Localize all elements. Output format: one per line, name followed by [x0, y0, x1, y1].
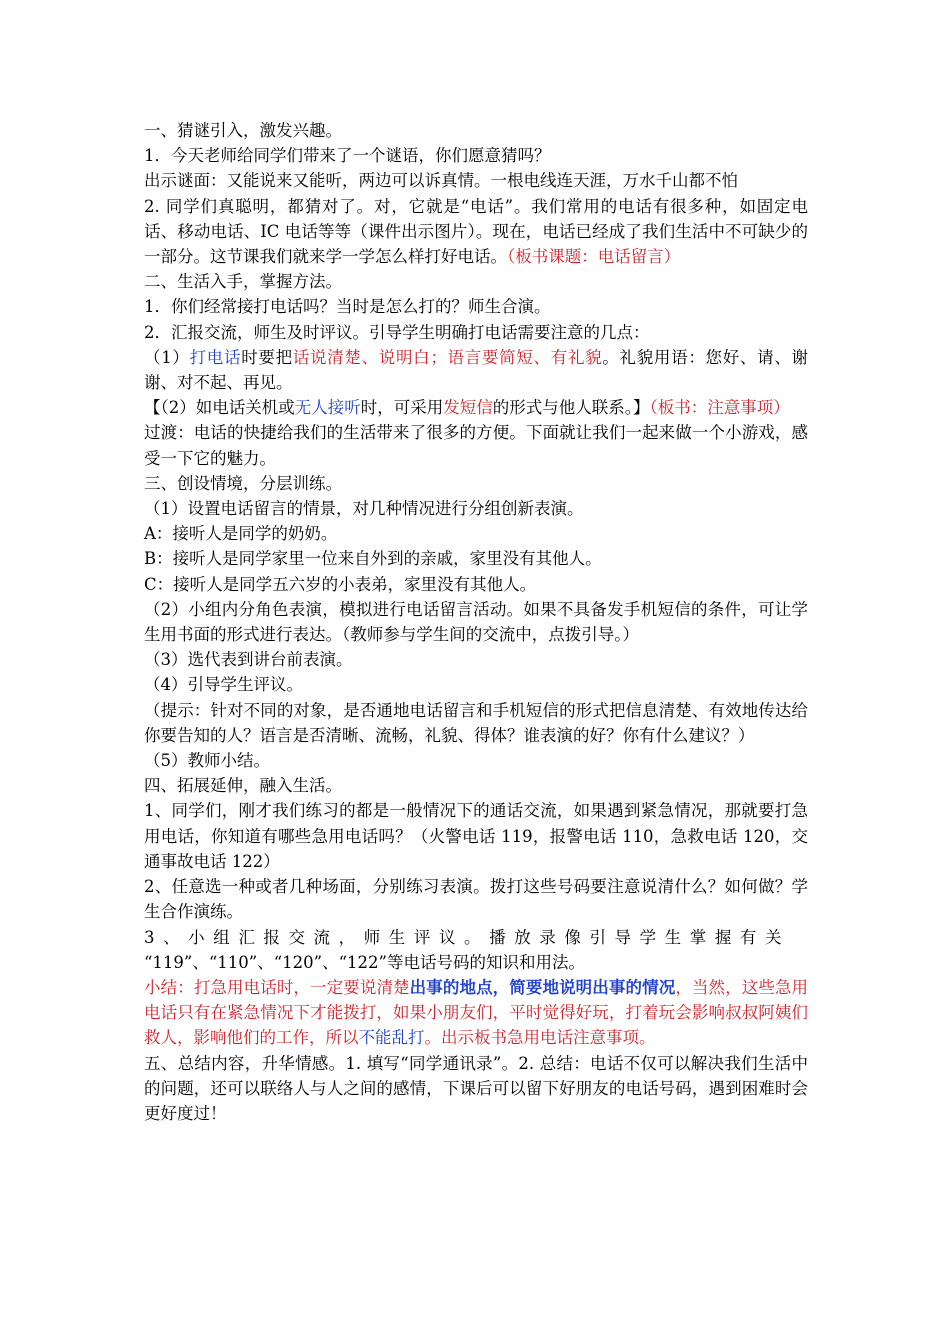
paragraph: C：接听人是同学五六岁的小表弟，家里没有其他人。: [144, 574, 537, 594]
section-4-heading: 四、拓展延伸，融入生活。: [144, 776, 342, 796]
highlight-red: 。出示板书急用电话注意事项。: [424, 1028, 656, 1048]
highlight-red: 发短信: [443, 398, 493, 418]
text-run: 。礼貌用语：您好、请、谢谢、对不起、再见。: [144, 347, 809, 393]
text-run: 时要把: [241, 347, 293, 367]
text-run: 时，可采用: [360, 398, 444, 418]
paragraph: [144, 925, 808, 975]
paragraph: 2、任意选一种或者几种场面，分别练习表演。拨打这些号码要注意说清什么？如何做？学生合作演练。: [144, 877, 808, 922]
paragraph: 1、同学们，刚才我们练习的都是一般情况下的通话交流，如果遇到紧急情况，那就要打急用电话，你知道有哪些急用电话吗？（火警电话 119，报警电话 110，急救电话 120，交通事故电话 122）: [144, 801, 808, 871]
paragraph: [144, 345, 808, 395]
section-2-heading: 二、生活入手，掌握方法。: [144, 272, 342, 292]
highlight-blue: 打电话: [189, 347, 242, 367]
text-run: 小结：: [144, 977, 194, 997]
highlight-blue: 无人接听: [294, 398, 361, 418]
paragraph: （1）设置电话留言的情景，对几种情况进行分组创新表演。: [144, 499, 584, 519]
paragraph: （5）教师小结。: [144, 751, 270, 771]
paragraph: [144, 395, 808, 420]
paragraph: A：接听人是同学的奶奶。: [144, 524, 338, 544]
highlight-blue: 不能乱打: [358, 1028, 425, 1048]
paragraph: 过渡：电话的快捷给我们的生活带来了很多的方便。下面就让我们一起来做一个小游戏，感受一下它的魅力。: [144, 423, 808, 468]
highlight-red: ，当然，这些急用电话只有在紧急情况下才能拨打，如果小朋友们，平时觉得好玩，打着玩会影响叔叔阿姨们救人，影响他们的工作，所以: [144, 977, 809, 1048]
paragraph: （3）选代表到讲台前表演。: [144, 650, 353, 670]
text-run: （1）: [144, 347, 190, 367]
paragraph: （提示：针对不同的对象，是否通地电话留言和手机短信的形式把信息清楚、有效地传达给你要告知的人？语言是否清晰、流畅，礼貌、得体？谁表演的好？你有什么建议？）: [144, 700, 808, 745]
paragraph: 1．今天老师给同学们带来了一个谜语，你们愿意猜吗？: [144, 146, 551, 166]
text-run: “119”、“110”、“120”、“122”等电话号码的知识和用法。: [144, 952, 585, 972]
paragraph: 1．你们经常接打电话吗？当时是怎么打的？师生合演。: [144, 297, 551, 317]
section-5-paragraph: 五、总结内容，升华情感。1. 填写“同学通讯录”。2. 总结：电话不仅可以解决我们生活中的问题，还可以联络人与人之间的感情，下课后可以留下好朋友的电话号码，遇到困难时会更好度过！: [144, 1053, 808, 1123]
text-run: 的形式与他人联系。】: [492, 398, 650, 418]
paragraph: （2）小组内分角色表演，模拟进行电话留言活动。如果不具备发手机短信的条件，可让学生用书面的形式进行表达。（教师参与学生间的交流中，点拨引导。）: [144, 599, 808, 645]
highlight-blue-bold: 出事的地点，简要地说明出事的情况: [409, 977, 676, 997]
paragraph: 2．汇报交流，师生及时评议。引导学生明确打电话需要注意的几点：: [144, 322, 650, 342]
paragraph: [144, 194, 808, 270]
section-1-heading: 一、猜谜引入，激发兴趣。: [144, 121, 342, 140]
paragraph: [144, 975, 808, 1051]
paragraph: B：接听人是同学家里一位来自外到的亲戚，家里没有其他人。: [144, 549, 602, 569]
board-note: （板书：注意事项）: [649, 398, 790, 418]
highlight-red: 打急用电话时，一定要说清楚: [193, 977, 410, 997]
document-body: [144, 118, 808, 1126]
text-run: 【（2）如电话关机或: [144, 398, 295, 418]
paragraph: 出示谜面：又能说来又能听，两边可以诉真情。一根电线连天涯，万水千山都不怕: [144, 171, 738, 191]
text-run: 2. 同学们真聪明，都猜对了。对，它就是“电话”。我们常用的电话有很多种，如固定电话、移动电话、IC 电话等等（课件出示图片）。现在，电话已经成了我们生活中不可缺少的一部分。这节课我们就来学一学怎么样打好电话。: [144, 196, 808, 267]
paragraph: （4）引导学生评议。: [144, 675, 303, 695]
section-3-heading: 三、创设情境，分层训练。: [144, 473, 342, 493]
board-note: （板书课题：电话留言）: [507, 247, 681, 267]
highlight-red: 话说清楚、说明白；语言要简短、有礼貌: [292, 347, 603, 367]
text-run: 3、小组汇报交流，师生评议。播放录像引导学生掌握有关: [144, 927, 791, 947]
